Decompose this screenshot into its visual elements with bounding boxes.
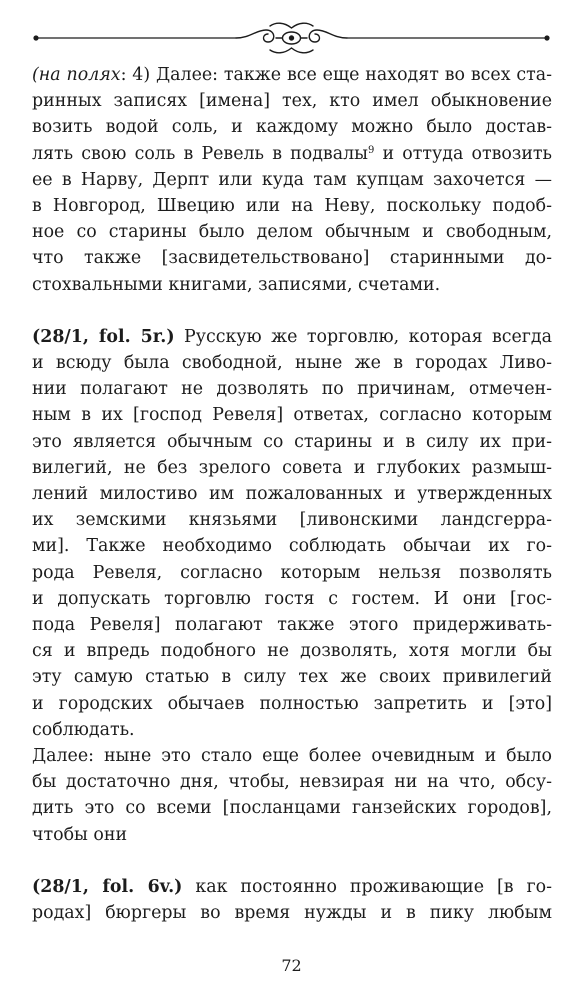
flourish-icon — [236, 23, 347, 53]
text-line: Далее: ныне это стало еще более очевидным и было — [32, 746, 552, 767]
paragraph-gap — [32, 298, 552, 324]
ornament-right-dot — [544, 35, 549, 40]
text-line: лений милостиво им пожалованных и утвержденных — [32, 484, 552, 505]
text-line: это является обычным со старины и в силу их при- — [32, 431, 552, 452]
paragraph-further — [32, 743, 552, 848]
text-line: нии полагают не дозволять по причинам, отмечен- — [32, 379, 552, 400]
text-line: возить водой соль, и каждому можно было достав- — [32, 117, 552, 138]
text-line: ным в их [господ Ревеля] ответах, согласно которым — [32, 405, 552, 426]
text-line: (на полях: 4) Далее: также все еще находят во всех ста- — [32, 65, 552, 85]
text-line: пода Ревеля] полагают также этого придерживать- — [32, 615, 552, 636]
text-line: стохвальными книгами, записями, счетами. — [32, 274, 441, 295]
header-ornament — [0, 0, 583, 60]
text-line: бы достаточно дня, чтобы, невзирая ни на что, обсу- — [32, 772, 552, 793]
paragraph-fol-5r — [32, 324, 552, 743]
text-line: и всюду была свободной, ныне же в городах Ливо- — [32, 353, 552, 374]
footnote-marker[interactable]: 9 — [367, 144, 375, 156]
text-line: родах] бюргеры во время нужды и в пику любым — [32, 903, 552, 924]
text-line: их земскими князьями [ливонскими ландсгерра- — [32, 510, 552, 531]
text-line: (28/1, fol. 5r.) Русскую же торговлю, которая всегда — [32, 326, 552, 347]
text-line: ми]. Также необходимо соблюдать обычаи их го- — [32, 536, 552, 557]
text-line: и допускать торговлю гостя с гостем. И они [гос- — [32, 588, 552, 609]
text-line: и городских обычаев полностью запретить и [это] — [32, 693, 552, 714]
text-line: ное со старины было делом обычным и свободным, — [32, 222, 552, 243]
text-line: рода Ревеля, согласно которым нельзя позволять — [32, 562, 552, 583]
paragraph-margin-note — [32, 62, 552, 298]
page-body — [32, 62, 552, 926]
page-number: 72 — [281, 956, 302, 975]
text-line: соблюдать. — [32, 719, 135, 740]
text-line: ринных записях [имена] тех, кто имел обыкновение — [32, 91, 552, 112]
text-line: чтобы они — [32, 824, 128, 845]
ornament-left-dot — [33, 35, 38, 40]
text-line: (28/1, fol. 6v.) как постоянно проживающие [в го- — [32, 876, 552, 897]
text-line: эту самую статью в силу тех же своих привилегий — [32, 667, 552, 688]
paragraph-gap — [32, 848, 552, 874]
folio-reference: (28/1, fol. 5r.) — [32, 326, 175, 347]
text-line: что также [засвидетельствовано] старинными до- — [32, 248, 552, 269]
text-line: вилегий, не без зрелого совета и глубоких размыш- — [32, 457, 552, 478]
text-line: в Новгород, Швецию или на Неву, поскольку подоб- — [32, 196, 552, 217]
text-line: дить это со всеми [посланцами ганзейских городов], — [32, 798, 552, 819]
margin-note-label: (на полях — [32, 65, 121, 85]
text-line: лять свою соль в Ревель в подвалы$^9$ и оттуда отвозить — [32, 143, 552, 164]
text-line: ее в Нарву, Дерпт или куда там купцам захочется — — [32, 169, 552, 190]
paragraph-fol-6v — [32, 874, 552, 926]
folio-reference: (28/1, fol. 6v.) — [32, 876, 183, 897]
text-line: ся и впредь подобного не дозволять, хотя могли бы — [32, 641, 552, 662]
